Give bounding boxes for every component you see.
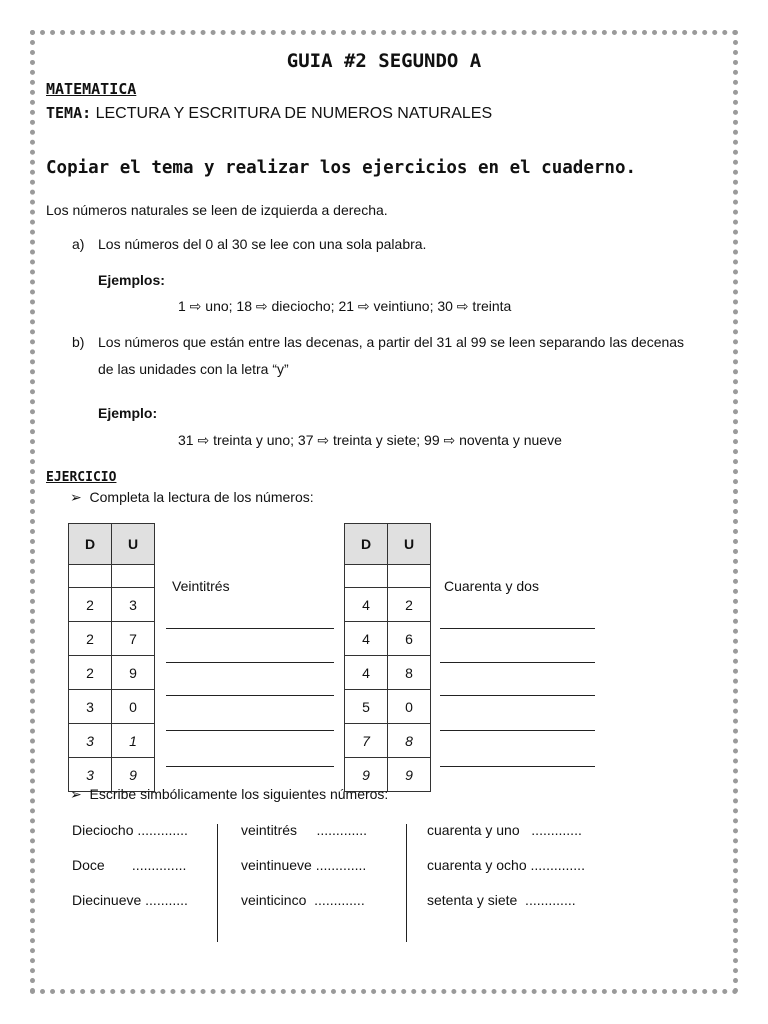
rule-a-examples-label: Ejemplos:: [98, 272, 165, 288]
left-answer-line-5[interactable]: [166, 730, 334, 731]
arrow-bullet-icon: ➢: [70, 786, 82, 802]
cell-u: 0: [388, 690, 431, 724]
rule-a-marker: a): [72, 236, 85, 252]
cell-u: 9: [388, 758, 431, 792]
cell-d: 3: [69, 724, 112, 758]
instruction: Copiar el tema y realizar los ejercicios en el cuaderno.: [46, 158, 637, 178]
col1-item-3: Diecinueve ...........: [72, 892, 188, 908]
cell-d: 2: [69, 656, 112, 690]
task1-text: Completa la lectura de los números:: [89, 489, 314, 505]
col3-item-1: cuarenta y uno .............: [427, 822, 582, 838]
col2-item-1: veintitrés .............: [241, 822, 368, 838]
rule-a-examples: 1 ⇨ uno; 18 ⇨ dieciocho; 21 ⇨ veintiuno; 30 ⇨ treinta: [178, 298, 512, 314]
cell-u: 9: [112, 758, 155, 792]
table-row: [69, 656, 155, 690]
col3-item-3: setenta y siete .............: [427, 892, 576, 908]
subject-heading: MATEMATICA: [46, 80, 137, 98]
task1: [70, 489, 314, 506]
cell-d: 2: [69, 588, 112, 622]
right-answer-1: Cuarenta y dos: [444, 578, 539, 594]
col2-item-2: veintinueve .............: [241, 857, 367, 873]
rule-b-examples-label: Ejemplo:: [98, 405, 158, 421]
arrow-bullet-icon: ➢: [70, 489, 82, 505]
right-du-table: [344, 523, 431, 792]
header-u: U: [112, 524, 155, 565]
header-d: D: [69, 524, 112, 565]
intro-text: Los números naturales se leen de izquierda a derecha.: [46, 202, 388, 218]
table-row: [345, 622, 431, 656]
right-answer-line-4[interactable]: [440, 695, 595, 696]
cell-u: 9: [112, 656, 155, 690]
rule-b-text-line2: de las unidades con la letra “y”: [98, 361, 289, 377]
rule-b-text-line1: Los números que están entre las decenas, a partir del 31 al 99 se leen separando las decenas: [98, 334, 685, 350]
tema-line: [46, 104, 492, 123]
header-d: D: [345, 524, 388, 565]
cell-u: 8: [388, 724, 431, 758]
cell-d: 9: [345, 758, 388, 792]
left-answer-line-4[interactable]: [166, 695, 334, 696]
right-answer-line-2[interactable]: [440, 628, 595, 629]
column-divider-1: [217, 824, 218, 942]
page-title: GUIA #2 SEGUNDO A: [286, 50, 482, 72]
table-row: [69, 690, 155, 724]
left-answer-line-3[interactable]: [166, 662, 334, 663]
task2: [70, 786, 388, 803]
task2-text: Escribe simbólicamente los siguientes números:: [89, 786, 389, 802]
col3-item-2: cuarenta y ocho ..............: [427, 857, 585, 873]
cell-d: 4: [345, 588, 388, 622]
col1-item-1: Dieciocho .............: [72, 822, 188, 838]
col1-item-2: Doce ..............: [72, 857, 187, 873]
col2-item-3: veinticinco .............: [241, 892, 365, 908]
cell-u: 6: [388, 622, 431, 656]
header-u: U: [388, 524, 431, 565]
left-answer-1: Veintitrés: [172, 578, 230, 594]
cell-d: 5: [345, 690, 388, 724]
cell-d: 2: [69, 622, 112, 656]
tema-label: TEMA:: [46, 104, 92, 122]
table-row: [69, 588, 155, 622]
cell-u: 3: [112, 588, 155, 622]
cell-d: 4: [345, 622, 388, 656]
cell-u: 7: [112, 622, 155, 656]
left-du-table: [68, 523, 155, 792]
table-row: [69, 724, 155, 758]
table-row: [345, 588, 431, 622]
left-answer-line-6[interactable]: [166, 766, 334, 767]
right-answer-line-3[interactable]: [440, 662, 595, 663]
cell-d: 4: [345, 656, 388, 690]
column-divider-2: [406, 824, 407, 942]
right-answer-line-5[interactable]: [440, 730, 595, 731]
rule-b-marker: b): [72, 334, 85, 350]
tema-text: LECTURA Y ESCRITURA DE NUMEROS NATURALES: [95, 105, 493, 122]
table-row: [345, 724, 431, 758]
left-answer-line-2[interactable]: [166, 628, 334, 629]
cell-d: 7: [345, 724, 388, 758]
cell-d: 3: [69, 758, 112, 792]
exercise-heading: EJERCICIO: [46, 470, 117, 485]
cell-u: 0: [112, 690, 155, 724]
cell-u: 1: [112, 724, 155, 758]
table-row: [345, 656, 431, 690]
rule-b-examples: 31 ⇨ treinta y uno; 37 ⇨ treinta y siete; 99 ⇨ noventa y nueve: [178, 432, 562, 448]
table-row: [69, 622, 155, 656]
rule-a-text: Los números del 0 al 30 se lee con una sola palabra.: [98, 236, 427, 252]
table-row: [345, 690, 431, 724]
right-answer-line-6[interactable]: [440, 766, 595, 767]
cell-d: 3: [69, 690, 112, 724]
cell-u: 8: [388, 656, 431, 690]
cell-u: 2: [388, 588, 431, 622]
